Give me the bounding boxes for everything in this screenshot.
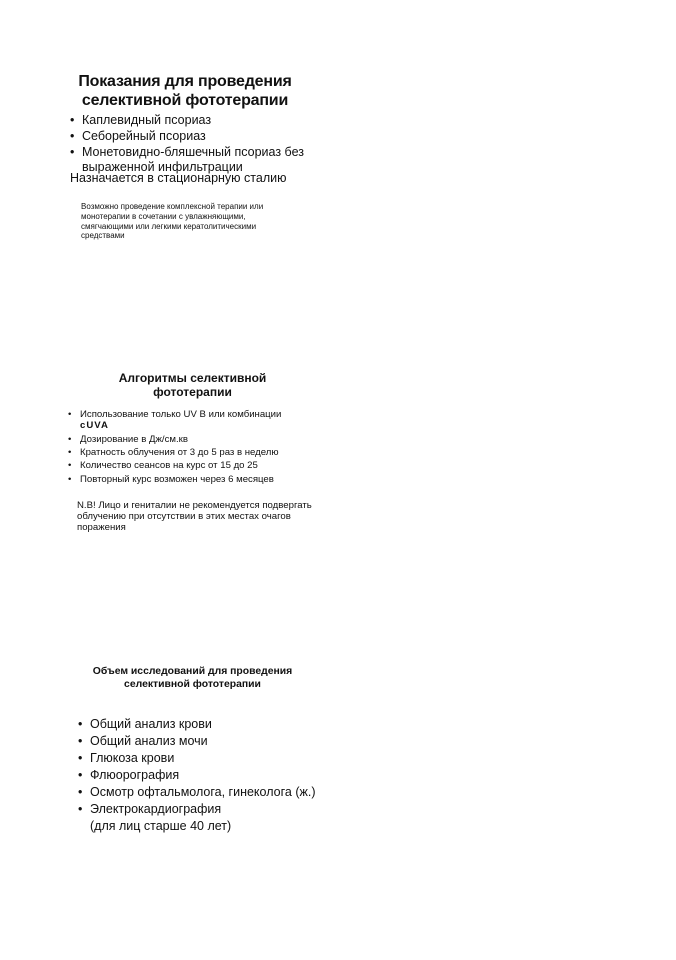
list-item: • Себорейный псориаз: [70, 129, 310, 144]
section3-sub-note: (для лиц старше 40 лет): [90, 819, 232, 833]
list-item-text: Использование только UV B или комбинации: [80, 409, 282, 420]
list-item: • Каплевидный псориаз: [70, 113, 310, 128]
list-item: • Общий анализ крови: [78, 716, 338, 733]
list-item: • Осмотр офтальмолога, гинеколога (ж.): [78, 784, 338, 801]
list-item: • Кратность облучения от 3 до 5 раз в неделю: [68, 447, 313, 458]
list-item: • Повторный курс возможен через 6 месяцев: [68, 474, 313, 485]
section1-note: Назначается в стационарную сталию: [70, 171, 287, 185]
list-item: • Глюкоза крови: [78, 750, 338, 767]
list-item-bold-text: cUVA: [80, 420, 109, 432]
list-item: • Монетовидно-бляшечный псориаз без выраженной инфильтрации: [70, 145, 310, 174]
section2-list: [68, 409, 313, 487]
list-item: • Дозирование в Дж/см.кв: [68, 434, 313, 445]
section3-title: Объем исследований для проведения селективной фототерапии: [92, 666, 293, 690]
section1-small-note: Возможно проведение комплексной терапии или монотерапии в сочетании с увлажняющими, смягчающими или легкими кератолитическими средствами: [81, 202, 264, 241]
section2-title: Алгоритмы селективной фототерапии: [118, 371, 267, 399]
section2-note: N.B! Лицо и гениталии не рекомендуется подвергать облучению при отсутствии в этих местах очагов поражения: [77, 500, 312, 534]
section3-list: [78, 716, 338, 835]
section1-list: [70, 113, 310, 176]
list-item: • Количество сеансов на курс от 15 до 25: [68, 460, 313, 471]
list-item: [68, 409, 313, 431]
list-item: • Общий анализ мочи: [78, 733, 338, 750]
list-item: • Электрокардиография: [78, 801, 338, 818]
section1-title: Показания для проведения селективной фототерапии: [78, 73, 292, 109]
list-item: • Флюорография: [78, 767, 338, 784]
